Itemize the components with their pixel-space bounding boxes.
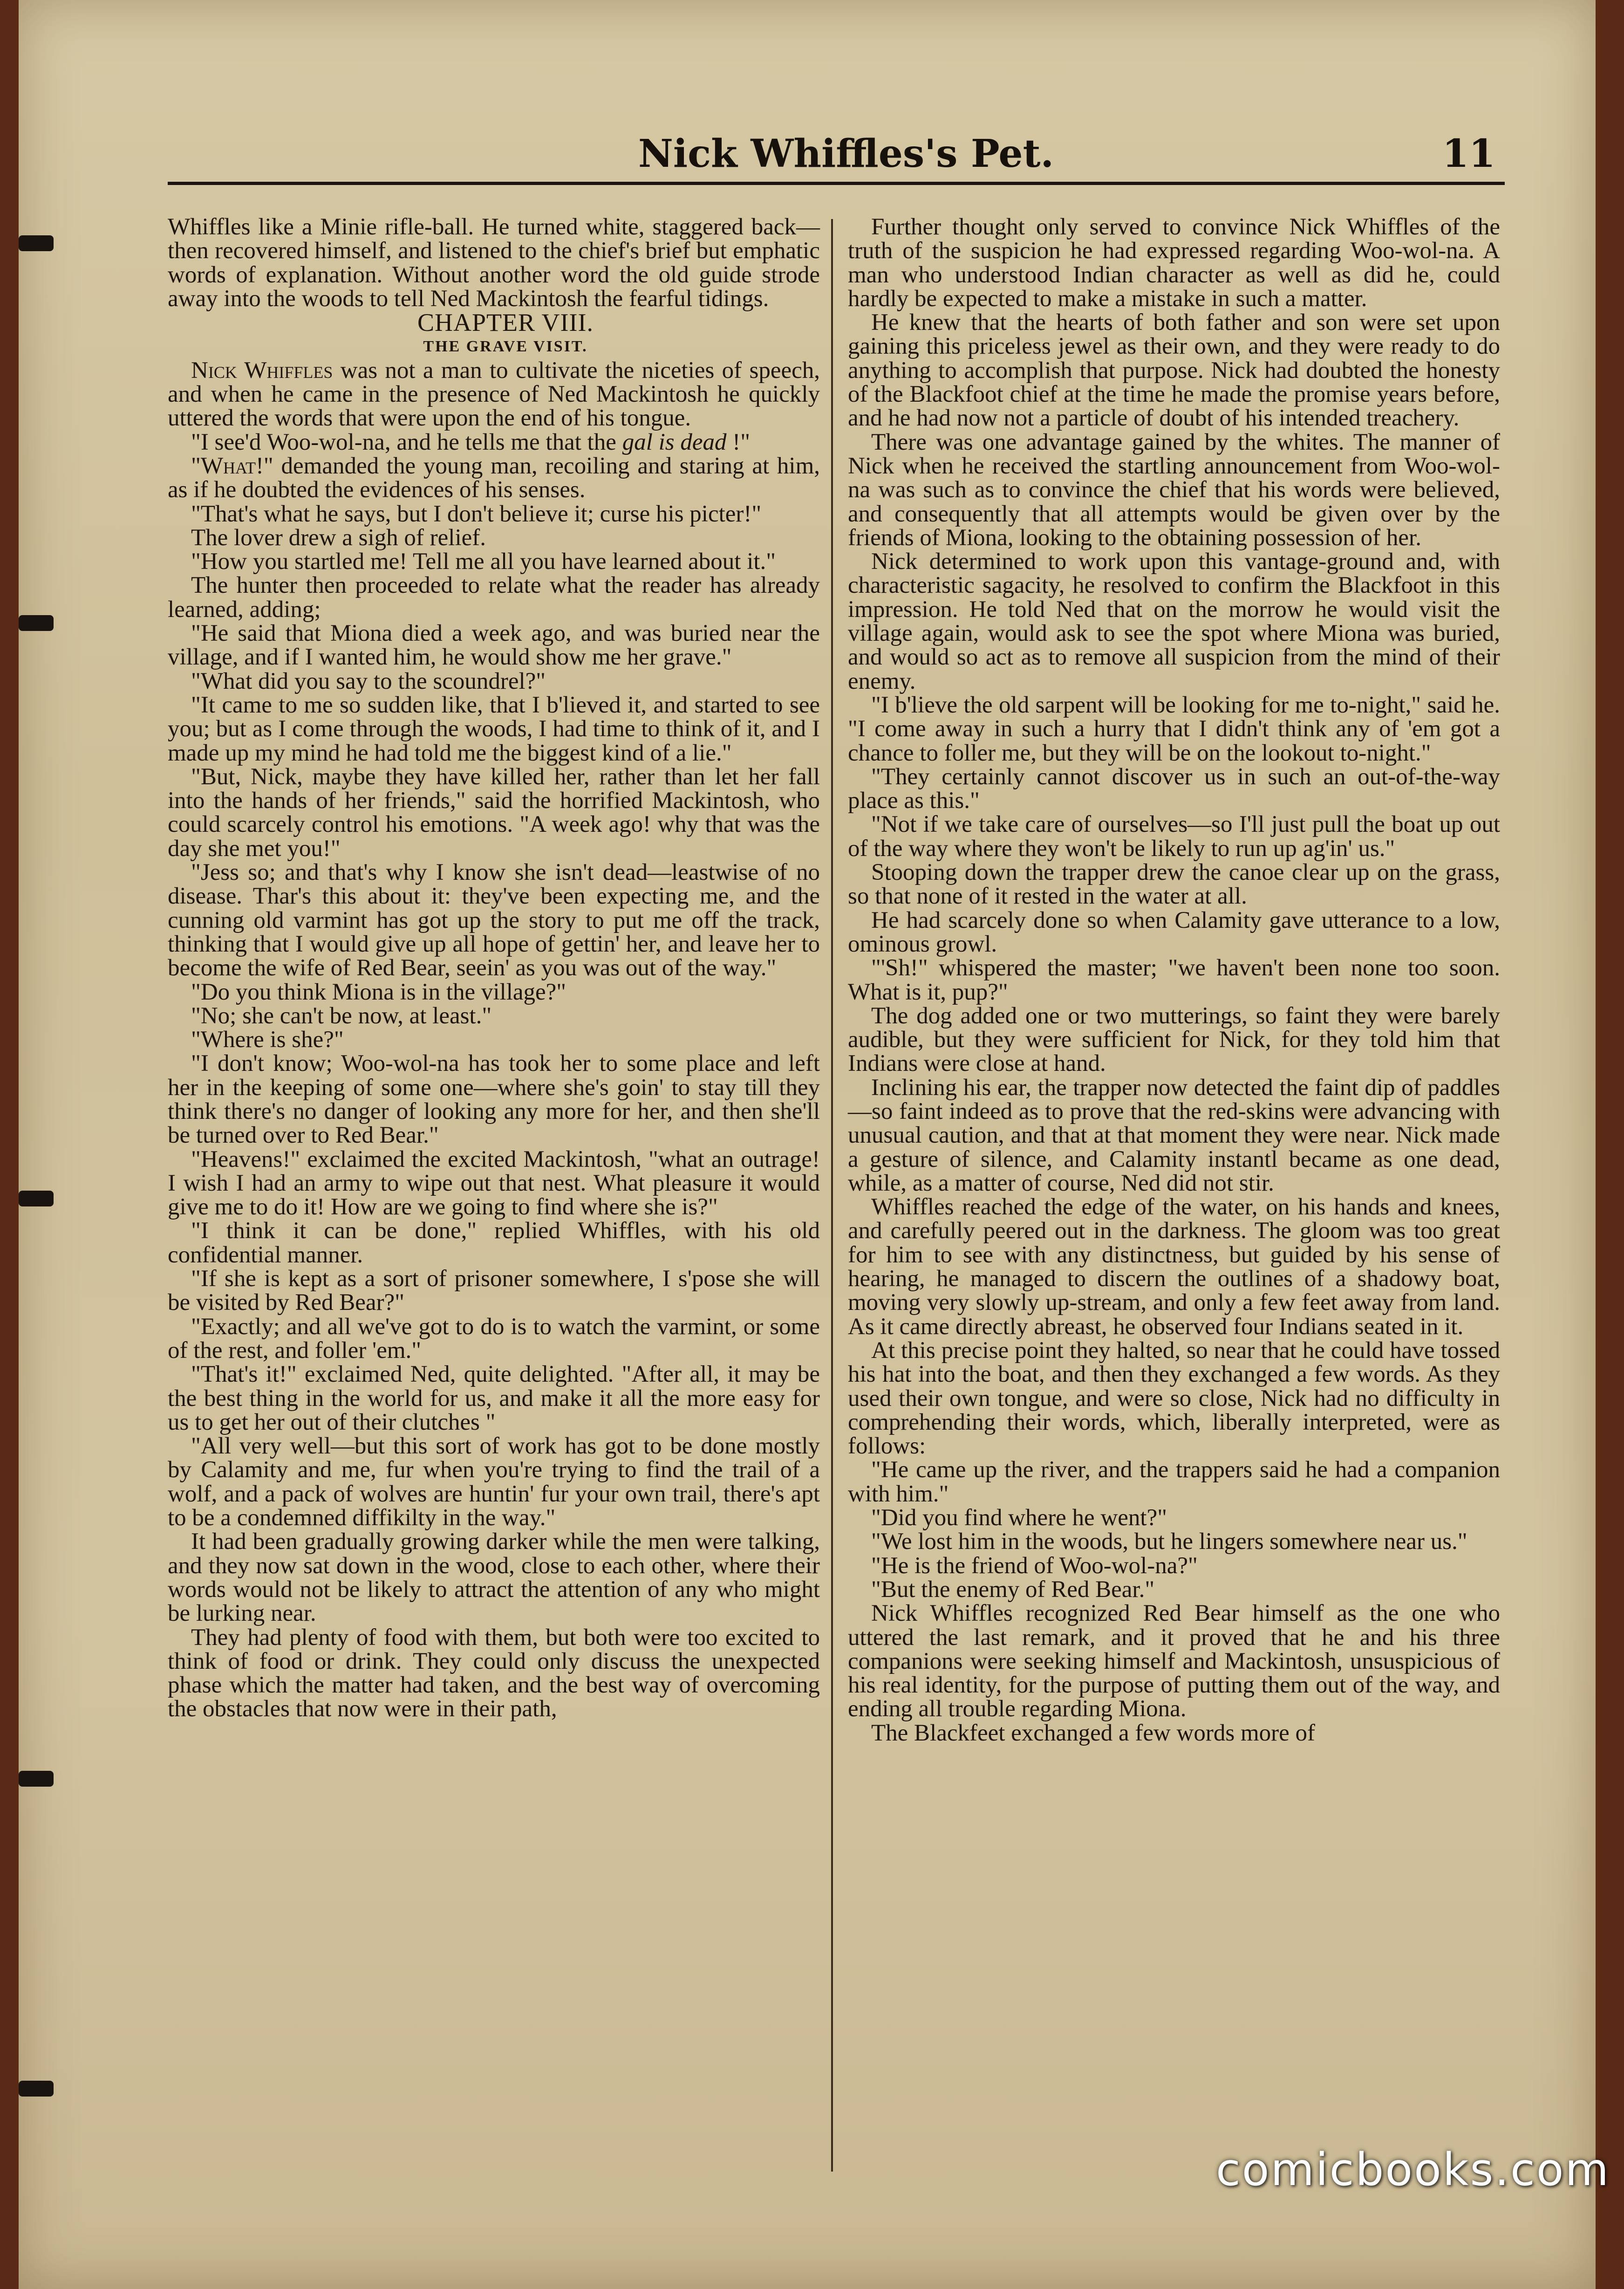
paragraph: "I think it can be done," replied Whiffles, with his old confidential manner.	[168, 1218, 820, 1268]
paragraph: He knew that the hearts of both father and son were set upon gaining this priceless jewel as their own, and they were ready to do anything to accomplish that purpose. Nick had doubted the honesty of the Blackfoot chief at the time he made the promise years before, and he had now not a particle of doubt of his intended treachery.	[848, 309, 1500, 432]
paragraph: "If she is kept as a sort of prisoner somewhere, I s'pose she will be visited by Red Bear?"	[168, 1266, 820, 1316]
italic-phrase: gal is dead	[622, 429, 727, 455]
chapter-subtitle: THE GRAVE VISIT.	[423, 338, 588, 356]
page-number: 11	[1442, 131, 1495, 176]
paragraph: "All very well—but this sort of work has got to be done mostly by Calamity and me, fur when you're trying to find the trail of a wolf, and a pack of wolves are huntin' fur your own trail, there's apt to be a condemned diffikilty in the way."	[168, 1433, 820, 1531]
paragraph: "Exactly; and all we've got to do is to watch the varmint, or some of the rest, and foller 'em."	[168, 1313, 820, 1364]
paragraph: "How you startled me! Tell me all you have learned about it."	[191, 548, 776, 575]
paragraph: The dog added one or two mutterings, so faint they were barely audible, but they were sufficient for Nick, for they told him that Indians were close at hand.	[848, 1002, 1500, 1077]
paragraph: He had scarcely done so when Calamity gave utterance to a low, ominous growl.	[848, 907, 1500, 957]
running-header	[168, 126, 1505, 185]
paragraph: "Jess so; and that's why I know she isn't dead—leastwise of no disease. Thar's this about it: they've been expecting me, and the cunning old varmint has got up the story to put me off the track, thinking that I would give up all hope of gettin' her, and leave her to become the wife of Red Bear, seein' as you was out of the way."	[168, 859, 820, 981]
paragraph: "'Sh!" whispered the master; "we haven't been none too soon. What is it, pup?"	[848, 955, 1500, 1005]
paragraph: "Not if we take care of ourselves—so I'll just pull the boat up out of the way where they won't be likely to run up ag'in' us."	[848, 811, 1500, 862]
paragraph: "He said that Miona died a week ago, and was buried near the village, and if I wanted him, he would show me her grave."	[168, 620, 820, 671]
paragraph: "He came up the river, and the trappers said he had a companion with him."	[848, 1457, 1500, 1507]
paragraph: "He is the friend of Woo-wol-na?"	[871, 1552, 1198, 1579]
paragraph: "No; she can't be now, at least."	[191, 1002, 492, 1029]
paragraph: Inclining his ear, the trapper now detected the faint dip of paddles—so faint indeed as to prove that the red-skins were advancing with unusual caution, and that at that moment they were near. Nick made a gesture of silence, and Calamity instantl became as one dead, while, as a matter of course, Ned did not stir.	[848, 1074, 1500, 1196]
column-divider	[831, 219, 833, 2172]
paragraph: There was one advantage gained by the whites. The manner of Nick when he received the startling announcement from Woo-wol-na was such as to convince the chief that his words were believed, and consequently that all attempts would be given over by the friends of Miona, looking to the obtaining possession of her.	[848, 429, 1500, 551]
paragraph: "Did you find where he went?"	[871, 1505, 1167, 1531]
chapter-title: CHAPTER VIII.	[417, 308, 594, 337]
paragraph: "What!" demanded the young man, recoiling and staring at him, as if he doubted the evidences of his senses.	[168, 452, 820, 503]
paragraph: "We lost him in the woods, but he lingers somewhere near us."	[871, 1528, 1467, 1555]
paragraph: They had plenty of food with them, but both were too excited to think of food or drink. They could only discuss the unexpected phase which the matter had taken, and the best way of overcoming the obstacles that now were in their path,	[168, 1624, 820, 1722]
left-column	[168, 215, 820, 1721]
right-column	[848, 215, 1500, 1745]
paragraph: The lover drew a sigh of relief.	[191, 524, 486, 551]
binding-staple	[19, 1191, 54, 1206]
paragraph: "That's what he says, but I don't believe it; curse his picter!"	[191, 500, 762, 527]
paragraph: Stooping down the trapper drew the canoe clear up on the grass, so that none of it rested in the water at all.	[848, 859, 1500, 910]
paragraph: "That's it!" exclaimed Ned, quite delighted. "After all, it may be the best thing in the world for us, and make it all the more easy for us to get her out of their clutches "	[168, 1361, 820, 1435]
paragraph: "I don't know; Woo-wol-na has took her to some place and left her in the keeping of some one—where she's goin' to stay till they think there's no danger of looking any more for her, and then she'll be turned over to Red Bear."	[168, 1050, 820, 1149]
paragraph: "But, Nick, maybe they have killed her, rather than let her fall into the hands of her friends," said the horrified Mackintosh, who could scarcely control his emotions. "A week ago! why that was the day she met you!"	[168, 763, 820, 862]
binding-staple	[19, 235, 54, 251]
paragraph: The Blackfeet exchanged a few words more of	[871, 1720, 1315, 1746]
paragraph: The hunter then proceeded to relate what the reader has already learned, adding;	[168, 572, 820, 623]
paragraph: Further thought only served to convince Nick Whiffles of the truth of the suspicion he had expressed regarding Woo-wol-na. A man who understood Indian character as well as did he, could hardly be expected to make a mistake in such a matter.	[848, 214, 1500, 312]
paragraph: Whiffles like a Minie rifle-ball. He turned white, staggered back—then recovered himself, and listened to the chief's brief but emphatic words of explanation. Without another word the old guide strode away into the woods to tell Ned Mackintosh the fearful tidings.	[168, 214, 820, 312]
paragraph: At this precise point they halted, so near that he could have tossed his hat into the boat, and then they exchanged a few words. As they used their own tongue, and were so close, Nick had no difficulty in comprehending their words, which, liberally interpreted, were as follows:	[848, 1337, 1500, 1460]
paragraph: "What did you say to the scoundrel?"	[191, 668, 546, 694]
paragraph: "It came to me so sudden like, that I b'lieved it, and started to see you; but as I come through the woods, I had time to think of it, and I made up my mind he had told me the biggest kind of a lie."	[168, 692, 820, 766]
paragraph: "They certainly cannot discover us in such an out-of-the-way place as this."	[848, 763, 1500, 814]
running-title: Nick Whiffles's Pet.	[638, 131, 1054, 176]
binding-staple	[19, 615, 54, 631]
paragraph: "I see'd Woo-wol-na, and he tells me that the gal is dead !"	[191, 429, 751, 455]
paragraph: "Heavens!" exclaimed the excited Mackintosh, "what an outrage! I wish I had an army to wipe out that nest. What pleasure it would give me to do it! How are we going to find where she is?"	[168, 1146, 820, 1220]
binding-staple	[19, 2081, 54, 2097]
lead-word: "What!"	[191, 452, 273, 479]
paragraph: Nick Whiffles recognized Red Bear himself as the one who uttered the last remark, and it proved that he and his three companions were seeking himself and Mackintosh, unsuspicious of his real identity, for the purpose of putting them out of the way, and ending all trouble regarding Miona.	[848, 1600, 1500, 1722]
paragraph: "Where is she?"	[191, 1027, 344, 1053]
paragraph: "Do you think Miona is in the village?"	[191, 979, 566, 1005]
paragraph: Whiffles reached the edge of the water, on his hands and knees, and carefully peered out in the darkness. The gloom was too great for him to see with any distinctness, but guided by his sense of hearing, he managed to discern the outlines of a shadowy boat, moving very slowly up-stream, and only a few feet away from land. As it came directly abreast, he observed four Indians seated in it.	[848, 1194, 1500, 1340]
paragraph: "I b'lieve the old sarpent will be looking for me to-night," said he. "I come away in such a hurry that I didn't think any of 'em got a chance to foller me, but they will be on the lookout to-night."	[848, 692, 1500, 766]
magazine-page	[19, 0, 1610, 2289]
paragraph: "But the enemy of Red Bear."	[871, 1576, 1155, 1603]
site-watermark: comicbooks.com	[1216, 2144, 1610, 2196]
lead-name: Nick Whiffles	[191, 357, 333, 384]
paragraph: It had been gradually growing darker while the men were talking, and they now sat down in the wood, close to each other, where their words would not be likely to attract the attention of any who might be lurking near.	[168, 1528, 820, 1627]
binding-staple	[19, 1771, 54, 1787]
paragraph: Nick determined to work upon this vantage-ground and, with characteristic sagacity, he resolved to confirm the Blackfoot in this impression. He told Ned that on the morrow he would visit the village again, would ask to see the spot where Miona was buried, and would so act as to remove all suspicion from the mind of their enemy.	[848, 548, 1500, 694]
paragraph: Nick Whiffles was not a man to cultivate the niceties of speech, and when he came in the presence of Ned Mackintosh he quickly uttered the words that were upon the end of his tongue.	[168, 357, 820, 432]
